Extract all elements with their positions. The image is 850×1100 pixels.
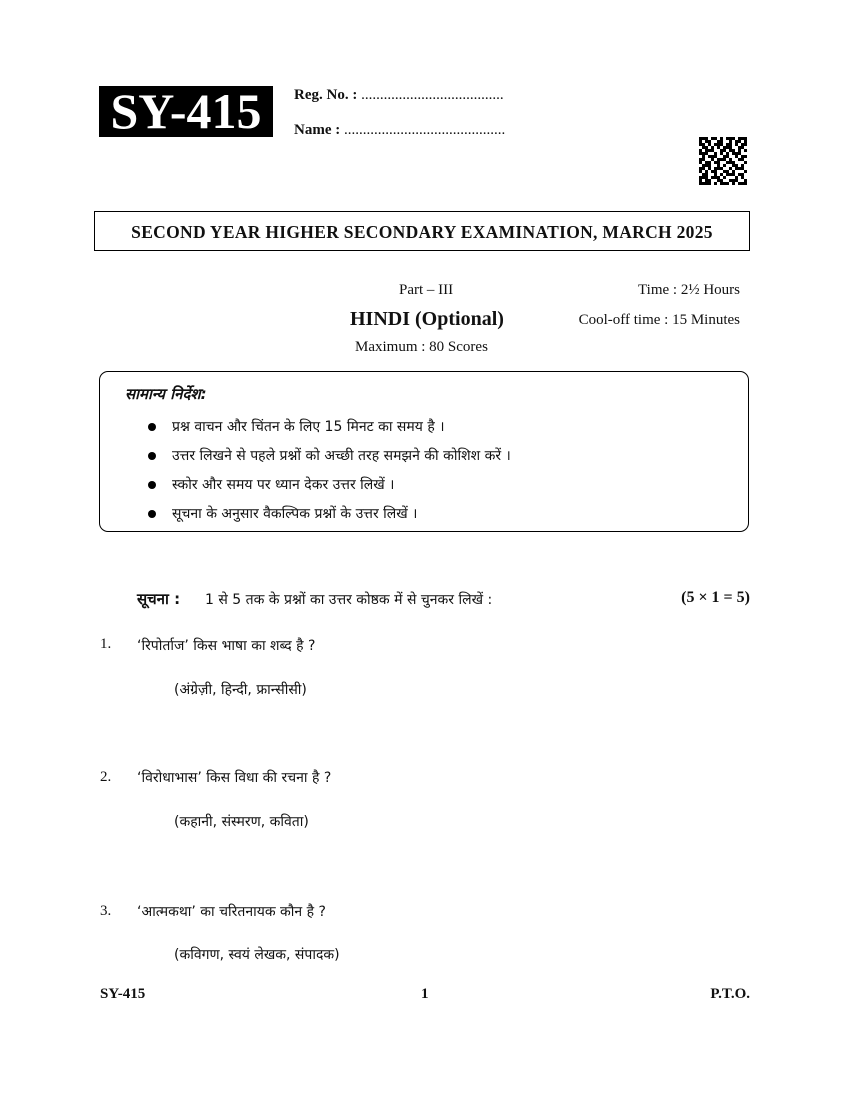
name-field — [294, 122, 505, 139]
page-number: 1 — [421, 986, 429, 1002]
notice-text: 1 से 5 तक के प्रश्नों का उत्तर कोष्ठक में से चुनकर लिखें : — [205, 592, 493, 608]
notice-score: (5 × 1 = 5) — [681, 589, 750, 606]
maximum-scores-label: Maximum : 80 Scores — [355, 339, 488, 355]
bullet-icon — [148, 481, 156, 489]
paper-code-badge: SY-415 — [99, 86, 273, 137]
reg-no-field — [294, 87, 504, 104]
qr-code-icon — [699, 137, 747, 185]
instruction-item — [148, 441, 511, 470]
instructions-title: सामान्य निर्देश: — [125, 385, 207, 403]
question-text: ‘आत्मकथा’ का चरितनायक कौन है ? — [137, 904, 326, 920]
question-number: 1. — [100, 636, 112, 652]
exam-title-box: SECOND YEAR HIGHER SECONDARY EXAMINATION, MARCH 2025 — [94, 211, 750, 251]
name-dots: ........................................... — [343, 122, 506, 138]
pto-label: P.T.O. — [710, 986, 750, 1002]
instruction-text: प्रश्न वाचन और चिंतन के लिए 15 मिनट का समय है । — [172, 419, 445, 435]
time-label: Time : 2½ Hours — [638, 282, 740, 298]
instruction-item — [148, 412, 511, 441]
reg-no-label: Reg. No. : — [294, 87, 358, 103]
notice-label: सूचना : — [137, 590, 181, 608]
instruction-text: सूचना के अनुसार वैकल्पिक प्रश्नों के उत्तर लिखें । — [172, 506, 418, 522]
subject-title: HINDI (Optional) — [350, 308, 504, 330]
name-label: Name : — [294, 122, 341, 138]
question-number: 2. — [100, 769, 112, 785]
bullet-icon — [148, 423, 156, 431]
reg-no-dots: ...................................... — [361, 87, 504, 103]
bullet-icon — [148, 452, 156, 460]
question-text: ‘विरोधाभास’ किस विधा की रचना है ? — [137, 770, 332, 786]
question-options: (अंग्रेज़ी, हिन्दी, फ्रान्सीसी) — [174, 682, 307, 698]
part-label: Part – III — [399, 282, 454, 298]
question-options: (कहानी, संस्मरण, कविता) — [174, 814, 309, 830]
instructions-list — [148, 412, 511, 528]
question-text: ‘रिपोर्ताज’ किस भाषा का शब्द है ? — [137, 638, 316, 654]
footer-paper-code: SY-415 — [100, 986, 146, 1002]
bullet-icon — [148, 510, 156, 518]
question-number: 3. — [100, 903, 112, 919]
instruction-text: उत्तर लिखने से पहले प्रश्नों को अच्छी तरह समझने की कोशिश करें । — [172, 448, 511, 464]
instruction-item — [148, 470, 511, 499]
instruction-item — [148, 499, 511, 528]
question-options: (कविगण, स्वयं लेखक, संपादक) — [174, 947, 340, 963]
instruction-text: स्कोर और समय पर ध्यान देकर उत्तर लिखें । — [172, 477, 395, 493]
cool-off-label: Cool-off time : 15 Minutes — [578, 312, 740, 328]
